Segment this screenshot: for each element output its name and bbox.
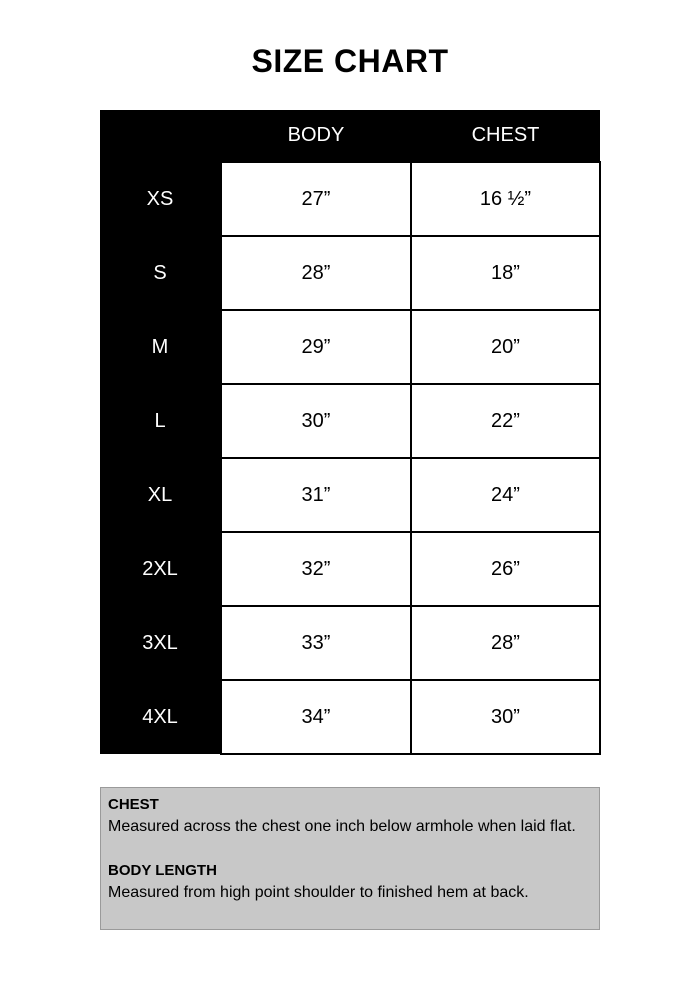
size-label: 3XL [100,606,221,680]
chest-value: 18” [411,236,600,310]
table-row [100,310,600,384]
table-row [100,680,600,754]
chest-value: 22” [411,384,600,458]
table-row [100,236,600,310]
size-label: 4XL [100,680,221,754]
size-label: M [100,310,221,384]
table-row [100,532,600,606]
body-length-note-text: Measured from high point shoulder to finished hem at back. [108,884,529,901]
measurement-notes [100,787,600,930]
size-label: 2XL [100,532,221,606]
chest-value: 26” [411,532,600,606]
table-row [100,458,600,532]
table-header-size [100,110,221,162]
table-header-row [100,110,600,162]
size-chart-table [100,110,601,755]
body-value: 30” [221,384,411,458]
body-value: 32” [221,532,411,606]
chest-value: 30” [411,680,600,754]
body-value: 33” [221,606,411,680]
body-value: 34” [221,680,411,754]
table-header-body: BODY [221,110,411,162]
chest-value: 28” [411,606,600,680]
size-label: L [100,384,221,458]
body-length-note-heading: BODY LENGTH [108,862,217,879]
size-label: XL [100,458,221,532]
table-row [100,384,600,458]
body-value: 27” [221,162,411,236]
chest-value: 24” [411,458,600,532]
body-value: 28” [221,236,411,310]
size-label: XS [100,162,221,236]
table-header-chest: CHEST [411,110,600,162]
table-row [100,606,600,680]
chest-value: 16 ½” [411,162,600,236]
chest-value: 20” [411,310,600,384]
page-title: SIZE CHART [251,43,449,79]
chest-note-heading: CHEST [108,796,159,813]
chest-note-text: Measured across the chest one inch below armhole when laid flat. [108,818,576,835]
body-value: 29” [221,310,411,384]
table-row [100,162,600,236]
body-value: 31” [221,458,411,532]
notes-spacer [108,838,592,860]
size-label: S [100,236,221,310]
